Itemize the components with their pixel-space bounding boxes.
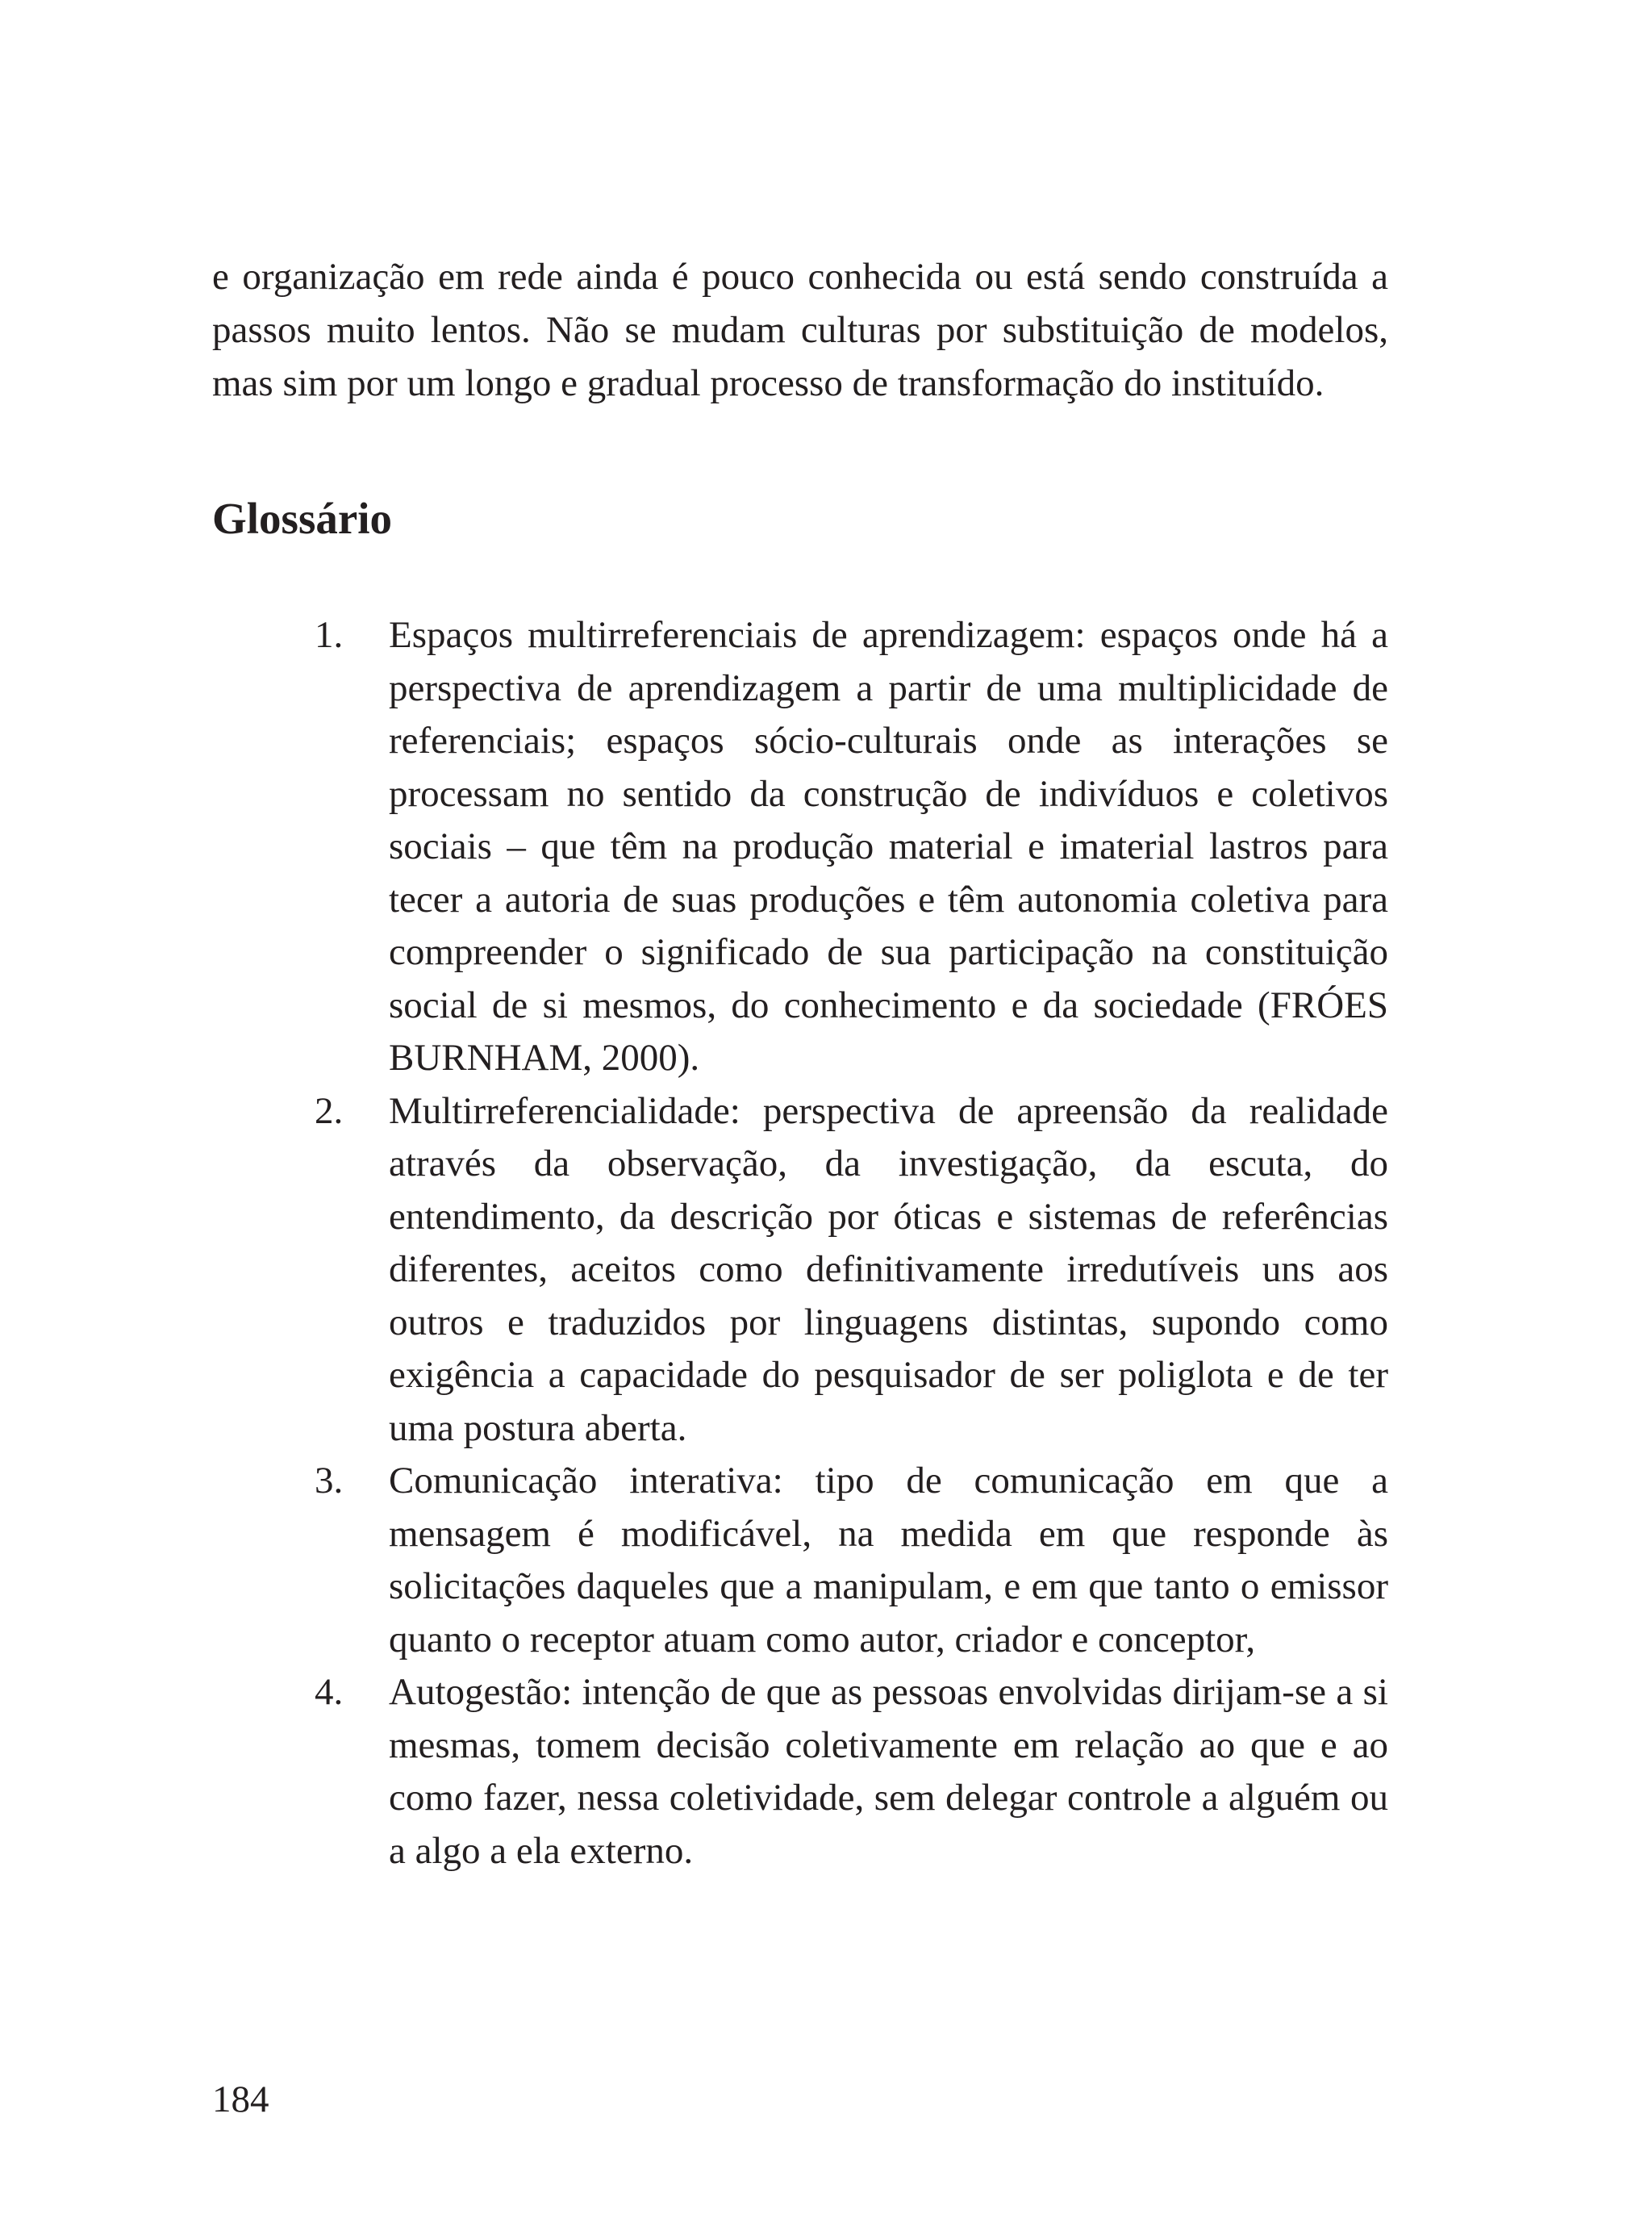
glossary-item bbox=[315, 1085, 1388, 1456]
glossary-item-text: Espaços multirreferenciais de aprendizagem: espaços onde há a perspectiva de aprendizagem a partir de uma multiplicidade de referenciais; espaços sócio-culturais onde as interações se processam no sentido da construção de indivíduos e coletivos sociais – que têm na produção material e imaterial lastros para tecer a autoria de suas produções e têm autonomia coletiva para compreender o significado de sua participação na constituição social de si mesmos, do conhecimento e da sociedade (FRÓES BURNHAM, 2000). bbox=[389, 614, 1388, 1079]
glossary-item-number: 1. bbox=[315, 614, 344, 656]
section-heading: Glossário bbox=[212, 494, 393, 543]
glossary-item-text: Autogestão: intenção de que as pessoas envolvidas dirijam-se a si mesmas, tomem decisão coletivamente em relação ao que e ao como fazer, nessa coletividade, sem delegar controle a alguém ou a algo a ela externo. bbox=[389, 1671, 1388, 1872]
page-number: 184 bbox=[212, 2078, 269, 2120]
glossary-item-number: 4. bbox=[315, 1671, 344, 1713]
glossary-item-number: 2. bbox=[315, 1089, 344, 1132]
glossary-item-text: Comunicação interativa: tipo de comunicação em que a mensagem é modificável, na medida em que responde às solicitações daqueles que a manipulam, e em que tanto o emissor quanto o receptor atuam como autor, criador e conceptor, bbox=[389, 1460, 1388, 1660]
glossary-item bbox=[315, 609, 1388, 1085]
glossary-item-number: 3. bbox=[315, 1460, 344, 1502]
glossary-item bbox=[315, 1666, 1388, 1878]
glossary-item-text: Multirreferencialidade: perspectiva de apreensão da realidade através da observação, da investigação, da escuta, do entendimento, da descrição por óticas e sistemas de referências diferentes, aceitos como definitivamente irredutíveis uns aos outros e traduzidos por linguagens distintas, supondo como exigência a capacidade do pesquisador de ser poliglota e de ter uma postura aberta. bbox=[389, 1089, 1388, 1449]
intro-paragraph: e organização em rede ainda é pouco conhecida ou está sendo construída a passos muito lentos. Não se mudam culturas por substituição de modelos, mas sim por um longo e gradual processo de transformação do instituído. bbox=[212, 256, 1388, 404]
glossary-list bbox=[315, 609, 1388, 1878]
glossary-item bbox=[315, 1455, 1388, 1666]
